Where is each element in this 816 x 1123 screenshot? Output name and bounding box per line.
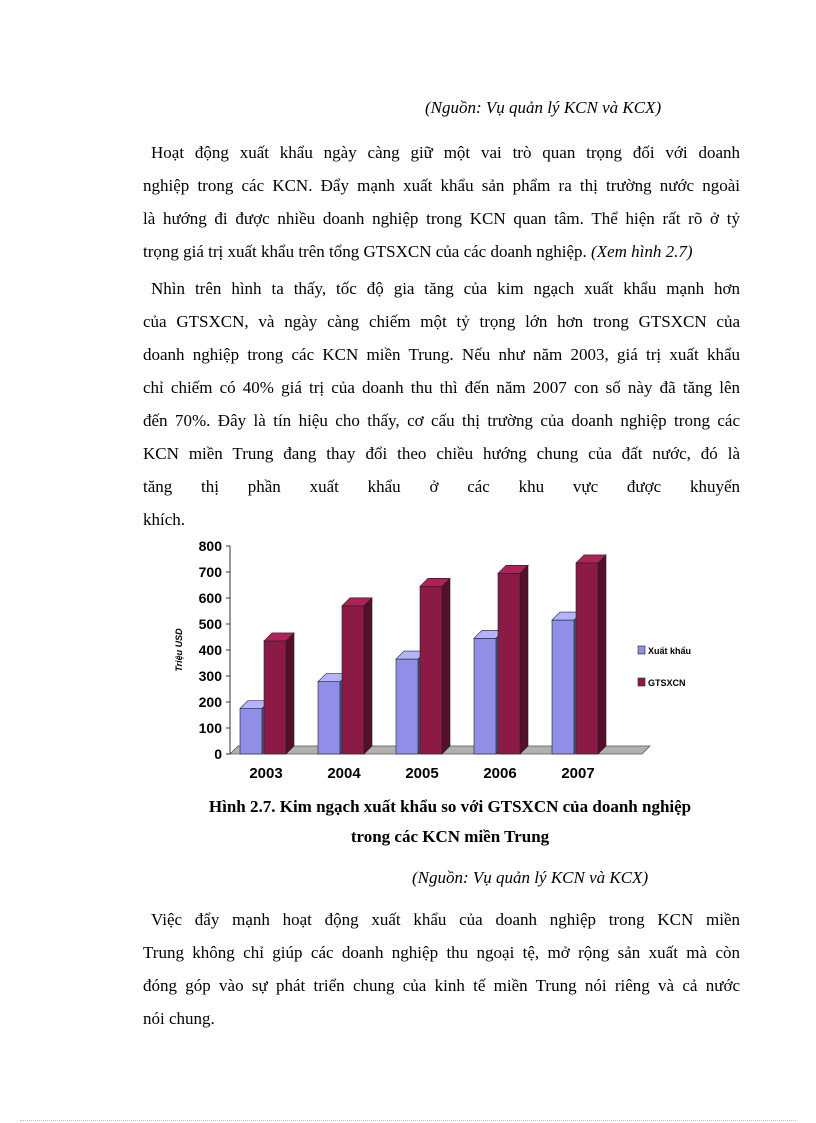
figure-caption [160,792,740,852]
y-tick-label: 500 [198,616,222,632]
caption-line-1: Hình 2.7. Kim ngạch xuất khẩu so với GTSXCN của doanh nghiệp [208,797,692,816]
x-category-label: 2007 [561,765,595,782]
bar-gtsxcn-2006 [498,565,528,754]
legend-swatch [638,646,645,654]
chart-bars [240,555,606,754]
y-tick-label: 200 [198,694,222,710]
chart-labels [174,538,595,782]
chart-legend [638,646,691,688]
bar-gtsxcn-2003 [264,633,294,754]
paragraph-export-benefits [143,903,740,1035]
paragraph-export-role [143,136,740,268]
paragraph-line: KCN miền Trung đang thay đổi theo chiều hướng chung của đất nước, đó là [143,444,740,463]
chart-axes [226,546,230,754]
y-tick-label: 400 [198,642,222,658]
export-vs-gtsxcn-chart [160,530,740,790]
bar-gtsxcn-2007 [576,555,606,754]
x-category-label: 2006 [483,765,517,782]
x-category-label: 2003 [249,765,283,782]
paragraph-line: Hoạt động xuất khẩu ngày càng giữ một vai trò quan trọng đối với doanh [151,143,740,162]
x-category-label: 2005 [405,765,439,782]
paragraph-line-text: trọng giá trị xuất khẩu trên tổng GTSXCN của các doanh nghiệp. [143,242,587,261]
source-note-bottom: (Nguồn: Vụ quản lý KCN và KCX) [412,868,649,887]
paragraph-growth-analysis [143,272,740,536]
y-tick-label: 300 [198,668,222,684]
y-axis-title: Triệu USD [174,628,184,672]
paragraph-line: đóng góp vào sự phát triển chung của kinh tế miền Trung nói riêng và cả nước [143,976,740,995]
paragraph-line: Nhìn trên hình ta thấy, tốc độ gia tăng của kim ngạch xuất khẩu mạnh hơn [151,279,740,298]
legend-item-0 [638,646,691,656]
legend-item-1 [638,678,686,688]
legend-label: Xuất khẩu [648,646,692,656]
paragraph-line: Trung không chỉ giúp các doanh nghiệp thu ngoại tệ, mở rộng sản xuất mà còn [143,943,740,962]
source-note-top: (Nguồn: Vụ quản lý KCN và KCX) [425,98,662,117]
bar-gtsxcn-2005 [420,578,450,754]
y-tick-label: 0 [214,746,222,762]
paragraph-line [143,235,740,268]
x-category-label: 2004 [327,765,361,782]
paragraph-line: doanh nghiệp trong các KCN miền Trung. Nếu như năm 2003, giá trị xuất khẩu [143,345,740,364]
paragraph-line: Việc đẩy mạnh hoạt động xuất khẩu của doanh nghiệp trong KCN miền [151,910,740,929]
figure-reference: (Xem hình 2.7) [591,242,693,261]
paragraph-line: tăng thị phần xuất khẩu ở các khu vực được khuyến khích. [143,477,740,529]
legend-label: GTSXCN [648,678,686,688]
paragraph-line: nghiệp trong các KCN. Đẩy mạnh xuất khẩu sản phẩm ra thị trường nước ngoài [143,176,740,195]
legend-swatch [638,678,645,686]
page-bottom-rule [20,1120,796,1121]
paragraph-line: nói chung. [143,1009,215,1028]
bar-gtsxcn-2004 [342,598,372,754]
y-tick-label: 600 [198,590,222,606]
caption-line-2: trong các KCN miền Trung [350,827,550,846]
paragraph-line: của GTSXCN, và ngày càng chiếm một tỷ trọng lớn hơn trong GTSXCN của [143,312,740,331]
paragraph-line: là hướng đi được nhiều doanh nghiệp trong KCN quan tâm. Thể hiện rất rõ ở tỷ [143,209,740,228]
paragraph-line: chỉ chiếm có 40% giá trị của doanh thu thì đến năm 2007 con số này đã tăng lên [143,378,740,397]
y-tick-label: 800 [198,538,222,554]
paragraph-line: đến 70%. Đây là tín hiệu cho thấy, cơ cấu thị trường của doanh nghiệp trong các [143,411,740,430]
y-tick-label: 700 [198,564,222,580]
y-tick-label: 100 [198,720,222,736]
